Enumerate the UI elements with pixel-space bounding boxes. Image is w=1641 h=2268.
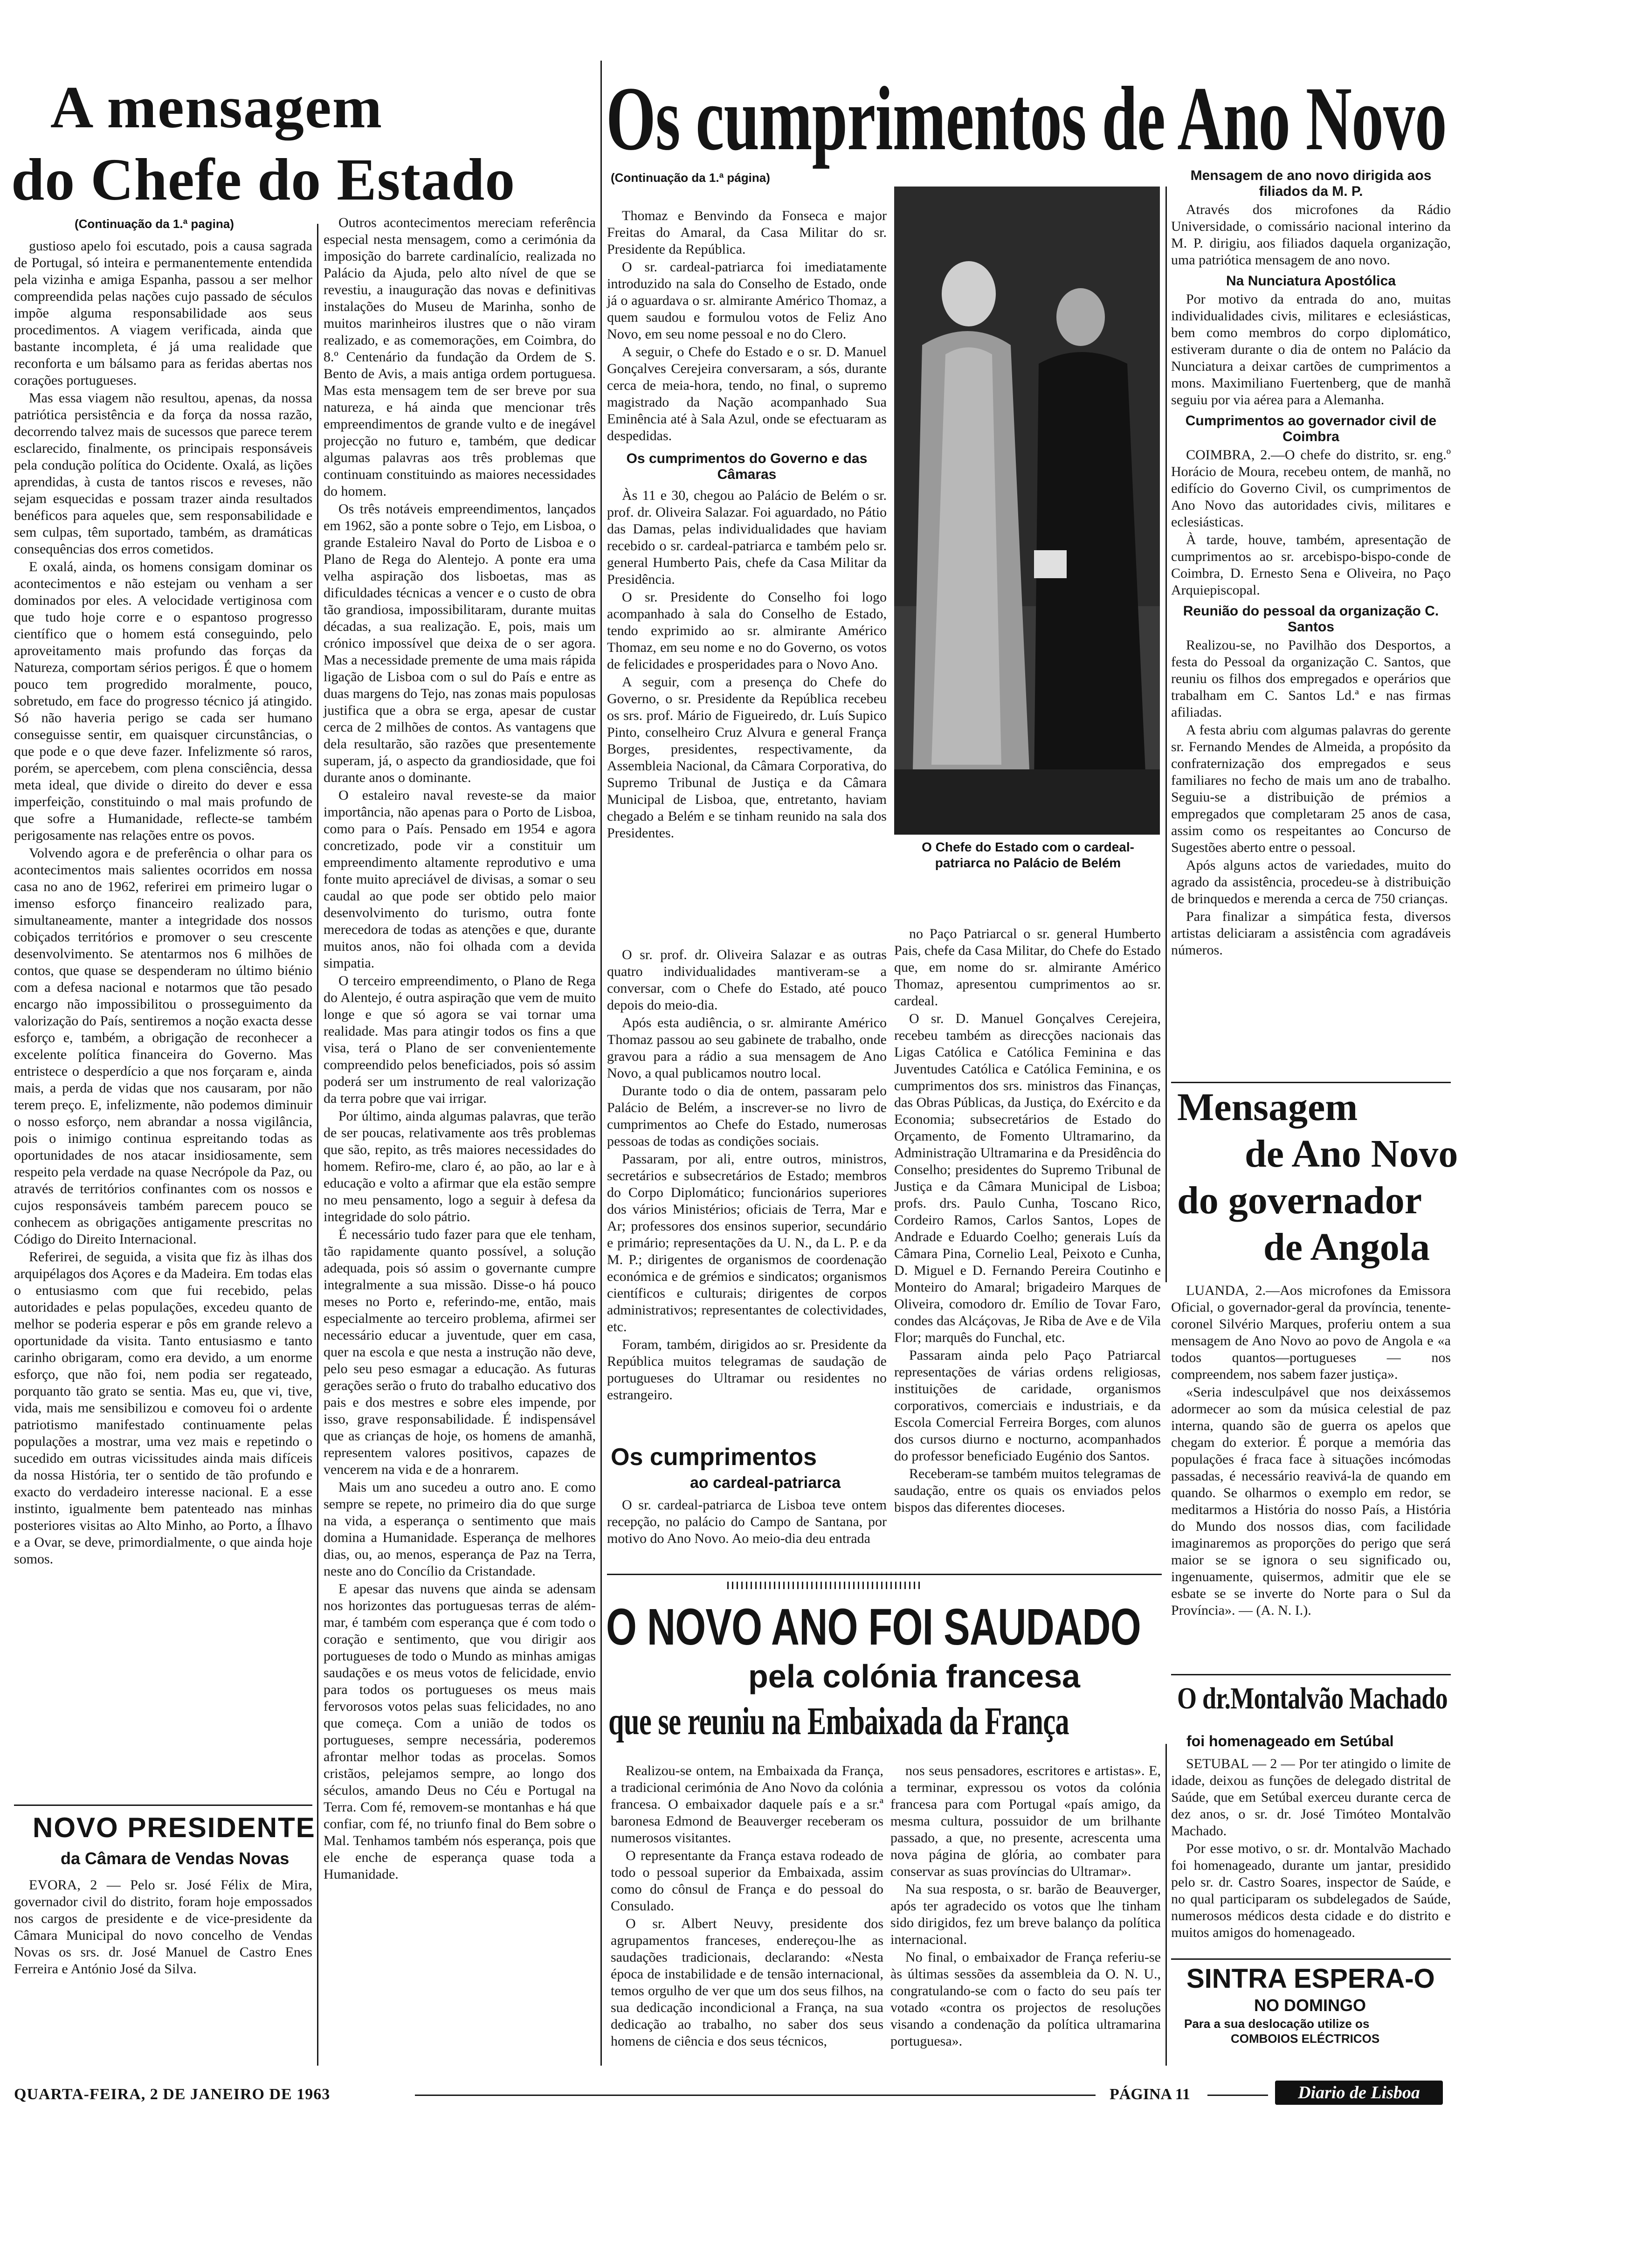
col3-paragraph: Após esta audiência, o sr. almirante Américo Thomaz passou ao seu gabinete de trabalho, onde gravou para a rádio a sua mensagem de Ano Novo, a qual publicamos noutro local.	[607, 1015, 887, 1081]
col3-subhead-cardeal-line2: ao cardeal-patriarca	[690, 1474, 841, 1492]
col5-subhead-csantos: Reunião do pessoal da organização C. Santos	[1183, 603, 1439, 635]
col3-paragraph: Às 11 e 30, chegou ao Palácio de Belém o sr. prof. dr. Oliveira Salazar. Foi aguardado, no Pátio das Damas, pelas individualidades que haviam recebido o sr. cardeal-patriarca e também pelo sr. general Humberto Pais, chefe da Casa Militar da Presidência.	[607, 488, 887, 587]
col3-paragraph: A seguir, com a presença do Chefe do Governo, o sr. Presidente da República recebeu os srs. prof. Mário de Figueiredo, dr. Luís Supico Pinto, conselheiro Cruz Alvura e general França Borges, presidentes, respectivamente, da Assembleia Nacional, da Câmara Corporativa, do Supremo Tribunal de Justiça e da Câmara Municipal de Lisboa, que, entretanto, haviam chegado a Belém e se tinham reunido na sala dos Presidentes.	[607, 674, 887, 841]
col2-paragraph: Por último, ainda algumas palavras, que terão de ser poucas, relativamente aos três problemas que são, repito, as três maiores necessidades do homem. Refiro-me, claro é, ao pão, ao lar e à educação e volto a afirmar que ela estão sempre no meu pensamento, logo a seguir à defesa da integridade do solo pátrio.	[324, 1108, 596, 1224]
col3-subhead-cardeal-line1: Os cumprimentos	[611, 1444, 817, 1471]
francesa-paragraph: O sr. Albert Neuvy, presidente dos agrupamentos franceses, endereçou-lhe as saudações tradicionais, declarando: «Nesta época de instabilidade e de tensão internacional, temos orgulho de ver que um dos seus filhos, na sua dedicação incondicional a França, na sua dedicação ao trabalho, no saber dos seus homens de ciência e dos seus técnicos,	[611, 1916, 883, 2049]
column-4	[894, 926, 1161, 1515]
montalvao-paragraph: Por esse motivo, o sr. dr. Montalvão Machado foi homenageado, durante um jantar, presidido pelo sr. dr. Castro Soares, inspector de Saúde, e no qual participaram os subdelegados de Saúde, numerosos médicos desta cidade e do distrito e muitos amigos do homenageado.	[1171, 1841, 1451, 1940]
photo-figures	[894, 187, 1160, 835]
col4-paragraph: no Paço Patriarcal o sr. general Humberto Pais, chefe da Casa Militar, do Chefe do Estado que, em nome do sr. almirante Américo Thomaz, apresentou cumprimentos ao sr. cardeal.	[894, 926, 1161, 1009]
col1-paragraph: E oxalá, ainda, os homens consigam dominar os acontecimentos e não estejam ou venham a ser dominados por eles. A velocidade vertiginosa com que tudo hoje corre e o espantoso progresso científico que o homem está conseguindo, pelo aproveitamento mais profundo das forças da Natureza, comportam sérios perigos. É que o homem pouco tem progredido moralmente, pouco, sobretudo, em face do progresso técnico já atingido. Só não haveria perigo se cada ser humano conseguisse sentir, em quaisquer circunstâncias, o que pode e o que deve fazer. Infelizmente só raros, porém, se apercebem, com plena consciência, dessa meta ideal, que divide o direito do dever e essa imperfeição, constituindo o mal mais profundo de que sofre a Humanidade, reflecte-se também perigosamente nas relações entre os povos.	[14, 559, 312, 843]
col3-paragraph: Foram, também, dirigidos ao sr. Presidente da República muitos telegramas de saudação de portugueses do Ultramar ou residentes no estrangeiro.	[607, 1337, 887, 1403]
col3-paragraph: O sr. Presidente do Conselho foi logo acompanhado à sala do Conselho de Estado, tendo exprimido ao sr. almirante Américo Thomaz, em seu nome e no do Governo, os votos de felicidades e prosperidades para o Novo Ano.	[607, 589, 887, 672]
col2-paragraph: Mais um ano sucedeu a outro ano. E como sempre se repete, no primeiro dia do que surge na vida, a esperança o sentimento que mais domina a Humanidade. Esperança de melhores dias, ou, ao menos, esperança de Paz na Terra, neste ano do Concílio da Cristandade.	[324, 1480, 596, 1579]
column-2	[324, 214, 596, 2049]
col5-subhead-coimbra: Cumprimentos ao governador civil de Coimbra	[1185, 413, 1437, 444]
francesa-paragraph: O representante da França estava rodeado de todo o pessoal superior da Embaixada, assim como do cônsul de França e do pessoal do Consulado.	[611, 1848, 883, 1914]
main-headline: Os cumprimentos de Ano Novo	[606, 68, 1447, 169]
column-1	[14, 238, 312, 1800]
angola-paragraph: «Seria indesculpável que nos deixássemos adormecer ao som da música celestial de paz interna, quando são de guerra os apelos que chegam do exterior. É porque a memória das populações é fraca face à situações incómodas passadas, é necessário reavivá-la de quando em quando. Se olharmos o exemplo em redor, se meditarmos a História do nosso País, a História do Mundo dos nossos dias, com facilidade imaginaremos as proporções do perigo que será maior se se ignora o seu significado ou, ingenuamente, quisermos, admitir que ele se esbate se se inverte do Norte para o Sul da Província». — (A. N. I.).	[1171, 1384, 1451, 1618]
col5-paragraph: Realizou-se, no Pavilhão dos Desportos, a festa do Pessoal da organização C. Santos, que reuniu os filhos dos empregados e operários que trabalham em C. Santos Ld.ª e nas firmas afiliadas.	[1171, 637, 1451, 720]
montalvao-subhead: foi homenageado em Setúbal	[1186, 1733, 1394, 1749]
francesa-paragraph: nos seus pensadores, escritores e artistas». E, a terminar, expressou os votos da colónia francesa para com Portugal «país amigo, da mesma cultura, possuidor de um brilhante passado, a que, no presente, acrescenta uma nova página de glória, ao combater para conservar as suas províncias do Ultramar».	[890, 1763, 1161, 1879]
col4-paragraph: Receberam-se também muitos telegramas de saudação, entre os quais os enviados pelos bispos das diferentes dioceses.	[894, 1466, 1161, 1515]
col3-paragraph: Thomaz e Benvindo da Fonseca e major Freitas do Amaral, da Casa Militar do sr. Presidente da República.	[607, 208, 887, 257]
col3-paragraph: Durante todo o dia de ontem, passaram pelo Palácio de Belém, a inscrever-se no livro de cumprimentos ao Chefe do Estado, numerosas pessoas de todas as condições sociais.	[607, 1083, 887, 1149]
col4-paragraph: O sr. D. Manuel Gonçalves Cerejeira, recebeu também as direcções nacionais das Ligas Católica e Católica Feminina e das Juventudes Católica e Católica Feminina, e os cumprimentos dos srs. ministros das Finanças, das Obras Públicas, da Justiça, do Exército e da Economia; subsecretários de Estado do Orçamento, de Fomento Ultramarino, da Administração Ultramarina e da Presidência do Conselho; presidentes do Supremo Tribunal de Justiça e da Câmara Municipal de Lisboa; profs. drs. Paulo Cunha, Toscano Rico, Cordeiro Ramos, Carlos Santos, Lopes de Andrade e Eduardo Coelho; generais Luís da Câmara Pina, Cornelio Leal, Peixoto e Cunha, D. Miguel e D. Fernando Pereira Coutinho e Monteiro do Amaral; brigadeiro Marques de Oliveira, comodoro dr. Emílio de Tovar Faro, condes das Alcáçovas, Je Riba de Ave e de Vila Flor; marquês do Funchal, etc.	[894, 1011, 1161, 1345]
col5-paragraph: A festa abriu com algumas palavras do gerente sr. Fernando Mendes de Almeida, a propósito da confraternização dos empregados e seus familiares no fecho de mais um ano de trabalho. Seguiu-se a distribuição de prémios a empregados que completaram 25 anos de casa, assim como os respeitantes ao Concurso de Sugestões aberto entre o pessoal.	[1171, 722, 1451, 855]
sintra-headline: SINTRA ESPERA-O	[1186, 1964, 1435, 1994]
francesa-headline-line1: O NOVO ANO FOI SAUDADO	[606, 1598, 1141, 1656]
novo-presidente-text	[14, 1877, 312, 2031]
francesa-col-a	[611, 1763, 883, 2066]
col1-paragraph: Referirei, de seguida, a visita que fiz às ilhas dos arquipélagos dos Açores e da Madeira. Em todas elas o entusiasmo com que fui recebido, pelas autoridades e pelas populações, excedeu quanto de melhor se poderia esperar e pôs em grande relevo a oportunidade da visita. Tanto entusiasmo e tanto carinho obrigaram, como era devido, a um enorme esforço, que não foi, nem podia ser regateado, porquanto tão grato se sentia. Mas eu, que vi, tive, vida, mais me sensibilizou e comoveu foi o ardente patriotismo manifestado continuamente pelas populações a mostrar, uma vez mais e repetindo o sucedido em outras vicissitudes ainda mais difíceis da nossa História, ter o sentido de tão profundo e exacto do verdadeiro interesse nacional. E a esse instinto, igualmente bem patenteado nas minhas posteriores visitas ao Alto Minho, ao Porto, a Ílhavo e a Ovar, se deve, primordialmente, o que ainda hoje somos.	[14, 1249, 312, 1567]
col4-paragraph: Passaram ainda pelo Paço Patriarcal representações de várias ordens religiosas, instituições de caridade, organismos corporativos, comerciais e industriais, e da Escola Comercial Ferreira Borges, com alunos dos cursos diurno e nocturno, acompanhados do professor beneficiado Eugénio dos Santos.	[894, 1348, 1161, 1464]
photo-chefe-estado-cardeal	[894, 187, 1160, 835]
footer-masthead: Diario de Lisboa	[1275, 2081, 1443, 2105]
angola-headline-line4: de Angola	[1263, 1225, 1430, 1269]
col1-paragraph: gustioso apelo foi escutado, pois a causa sagrada de Portugal, só inteira e permanentemente entendida pela vizinha e amiga Espanha, passou a ser melhor compreendida pelas nações cujo passado de séculos impõe alguma responsabilidade aos seus procedimentos. A viagem verificada, ainda que bastante incompleta, é já uma realidade que reconforta e um bálsamo para as feridas abertas nos corações portugueses.	[14, 238, 312, 388]
novo-presidente-subhead: da Câmara de Vendas Novas	[61, 1849, 290, 1868]
col5-paragraph: Após alguns actos de variedades, muito do agrado da assistência, procedeu-se à distribuição de brinquedos e merenda a cerca de 750 crianças.	[1171, 857, 1451, 906]
montalvao-headline: O dr.Montalvão Machado	[1177, 1681, 1448, 1715]
col5-paragraph: COIMBRA, 2.—O chefe do distrito, sr. eng.º Horácio de Moura, recebeu ontem, de manhã, no edifício do Governo Civil, os cumprimentos de Ano Novo das autoridades civis, militares e eclesiásticas.	[1171, 447, 1451, 530]
francesa-paragraph: Na sua resposta, o sr. barão de Beauverger, após ter agradecido os votos que lhe tinham sido dirigidos, fez um breve balanço da política internacional.	[890, 1881, 1161, 1947]
francesa-col-b	[890, 1763, 1161, 2066]
footer-page-number: PÁGINA 11	[1110, 2086, 1190, 2103]
col5-paragraph: Através dos microfones da Rádio Universidade, o comissário nacional interino da M. P. dirigiu, aos filiados daquela organização, uma patriótica mensagem de ano novo.	[1171, 202, 1451, 268]
francesa-headline-line2: pela colónia francesa	[748, 1658, 1080, 1694]
col2-paragraph: É necessário tudo fazer para que ele tenham, tão rapidamente quanto possível, a solução adequada, pois só assim o governante cumpre integralmente a sua missão. Disse-o há pouco meses no Porto e, referindo-me, então, mais especialmente ao terceiro problema, afirmei ser necessário educar a juventude, quer em casa, quer na escola e que nesta a instrução não deve, pelo seu peso esmagar a educação. As futuras gerações serão o fruto do trabalho educativo dos pais e dos mestres e sobre eles impende, por isso, grave responsabilidade. É indispensável que as crianças de hoje, os homens de amanhã, representem valores positivos, capazes de vencerem na vida e de a honrarem.	[324, 1227, 596, 1477]
novo-presidente-paragraph: EVORA, 2 — Pelo sr. José Félix de Mira, governador civil do distrito, foram hoje empossados nos cargos de presidente e de vice-presidente da Câmara Municipal do novo concelho de Vendas Novas os srs. dr. José Manuel de Castro Enes Ferreira e António José da Silva.	[14, 1877, 312, 1977]
angola-headline-line1: Mensagem	[1177, 1086, 1358, 1129]
angola-text	[1171, 1282, 1451, 1669]
left-headline-line2: do Chefe do Estado	[11, 146, 516, 213]
col2-paragraph: O estaleiro naval reveste-se da maior importância, não apenas para o Porto de Lisboa, como para o País. Pensado em 1954 e agora concretizado, pode vir a constituir um empreendimento altamente reprodutivo e uma fonte muito apreciável de divisas, a somar o seu caudal ao que pode ser obtido pelo maior desenvolvimento do turismo, outra fonte merecedora de todas as atenções e que, durante muitos anos, não foi olhada com a devida simpatia.	[324, 788, 596, 971]
photo-caption: O Chefe do Estado com o cardeal-patriarca no Palácio de Belém	[922, 840, 1134, 870]
francesa-paragraph: Realizou-se ontem, na Embaixada da França, a tradicional cerimónia de Ano Novo da colónia francesa. O embaixador daquele país e a sr.ª baronesa Edmond de Beauverger receberam os numerosos visitantes.	[611, 1763, 883, 1846]
angola-headline-line2: de Ano Novo	[1245, 1132, 1458, 1175]
col5-paragraph: À tarde, houve, também, apresentação de cumprimentos ao sr. arcebispo-bispo-conde de Coimbra, D. Ernesto Sena e Oliveira, no Paço Arquiepiscopal.	[1171, 532, 1451, 598]
col2-paragraph: Os três notáveis empreendimentos, lançados em 1962, são a ponte sobre o Tejo, em Lisboa, o grande Estaleiro Naval do Porto de Lisboa e o Plano de Rega do Alentejo. A ponte era uma velha aspiração dos lisboetas, mas as dificuldades técnicas a vencer e o custo de obra tão grandiosa, impossibilitaram, durante muitas décadas, a sua realização. E, pois, mais um crónico impossível que deixa de o ser agora. Mas a necessidade premente de uma mais rápida ligação de Lisboa com o sul do País e entre as duas margens do Tejo, nas zonas mais populosas justifica que a obra se erga, apesar de custar cerca de 2 milhões de contos. As vantagens que dela resultarão, são razões que presentemente superam, já, o aspecto da grandiosidade, que foi durante anos o dominante.	[324, 501, 596, 785]
col2-paragraph: Outros acontecimentos mereciam referência especial nesta mensagem, como a cerimónia da imposição do barrete cardinalício, realizada no Palácio da Ajuda, pelo alto nível de que se revestiu, a inauguração das novas e definitivas instalações do Museu de Marinha, sonho de muitos marinheiros ilustres que o não viram realizado, e as comemorações, em Coimbra, do 8.º Centenário da fundação da Ordem de S. Bento de Avis, a mais antiga ordem portuguesa. Mas esta mensagem tem de ser breve por sua natureza, e há ainda que mencionar três empreendimentos de grande vulto e de inegável projecção no futuro e, também, que dedicar algumas palavras aos três problemas que continuam constituindo as maiores necessidades do homem.	[324, 215, 596, 499]
novo-presidente-headline: NOVO PRESIDENTE	[33, 1812, 316, 1843]
col5-paragraph: Por motivo da entrada do ano, muitas individualidades civis, militares e eclesiásticas, bem como membros do corpo diplomático, estiveram durante o dia de ontem no Palácio da Nunciatura a deixar cartões de cumprimentos a mons. Maximiliano Fuertenberg, que de manhã seguiu por via aérea para a Alemanha.	[1171, 291, 1451, 408]
col2-paragraph: E apesar das nuvens que ainda se adensam nos horizontes das portuguesas terras de além-mar, é também com esperança que é com todo o coração e sentimento, que vou dirigir aos portugueses de todo o Mundo as minhas amigas saudações e os meus votos de felicidade, envio para todos os portugueses os meus mais fervorosos votos pelas suas felicidades, no ano que começa. Com a união de todos os portugueses, sempre necessária, poderemos afrontar melhor todas as procelas. Somos cristãos, pelejamos sempre, ao longo dos séculos, amando Deus no Céu e Portugal na Terra. Com fé, removem-se montanhas e há que confiar, com fé, no triunfo final do Bem sobre o Mal. Tenhamos também nós esperança, pois que ele enche de esperança quase toda a Humanidade.	[324, 1581, 596, 1882]
rule-montalvao-top	[1171, 1674, 1451, 1675]
footer-rule-left	[415, 2095, 1096, 2096]
sintra-line4: COMBOIOS ELÉCTRICOS	[1231, 2032, 1380, 2046]
col2-paragraph: O terceiro empreendimento, o Plano de Rega do Alentejo, é outra aspiração que vem de muito longe e que só agora se vai tornar uma realidade. Mas para atingir todos os fins a que visa, terá o Plano de ser convenientemente compreendido pelos beneficiados, pois só assim poderá ser um instrumento de real valorização da terra pobre que vai irrigar.	[324, 973, 596, 1106]
francesa-paragraph: No final, o embaixador de França referiu-se às últimas sessões da assembleia da O. N. U., congratulando-se com o facto do seu país ter votado «contra os projectos de resoluções visando a condenação da política ultramarina portuguesa».	[890, 1950, 1161, 2049]
montalvao-text	[1171, 1756, 1451, 1956]
angola-paragraph: LUANDA, 2.—Aos microfones da Emissora Oficial, o governador-geral da província, tenente-coronel Silvério Marques, proferiu ontem a sua mensagem de Ano Novo ao povo de Angola e «a todos quantos—portugueses — nos compreendem, nos sabem fazer justiça».	[1171, 1283, 1451, 1382]
sintra-line3: Para a sua deslocação utilize os	[1184, 2017, 1370, 2031]
col5-subhead-nunciatura: Na Nunciatura Apostólica	[1226, 273, 1396, 289]
footer-rule-right	[1207, 2095, 1268, 2096]
column-3-bottom	[607, 1497, 887, 1567]
column-3	[607, 207, 887, 944]
col1-paragraph: Volvendo agora e de preferência o olhar para os acontecimentos mais salientes ocorridos em nossa casa no ano de 1962, referirei em primeiro lugar o imenso esforço financeiro realizado para, simultaneamente, manter a integridade dos nossos cobiçados territórios e promover o seu crescente desenvolvimento. Se atentarmos nos 6 milhões de contos, que quase se despenderam no último biénio com a defesa nacional e notarmos que tão pesado encargo não impossibilitou o prosseguimento da valorização do País, sentiremos a noção exacta desse esforço e, também, a obrigação de reconhecer a excelente política financeira do Governo. Mas entristece o desperdício a que nos forçaram e, ainda mais, a perda de vidas que nos causaram, por não terem preço. E, infelizmente, não podemos diminuir o nosso esforço, nem abrandar a nossa vigilância, pois o inimigo continua espreitando todas as oportunidades de nos atacar insidiosamente, sem respeito pela verdade na quase Necrópole da Paz, ou através de territórios confinantes com os nossos e cujos responsáveis também parecem pouco se conhecem as obrigações antigamente prescritas no Código do Direito Internacional.	[14, 845, 312, 1247]
rule-francesa-top	[607, 1574, 1162, 1575]
rule-col2-col3	[600, 61, 602, 2066]
col5-paragraph: Para finalizar a simpática festa, diversos artistas deliciaram a assistência com agradáveis números.	[1171, 909, 1451, 958]
main-continuation: (Continuação da 1.ª página)	[611, 171, 770, 185]
sintra-subhead: NO DOMINGO	[1254, 1996, 1366, 2015]
col3-paragraph: A seguir, o Chefe do Estado e o sr. D. Manuel Gonçalves Cerejeira conversaram, a sós, durante cerca de meia-hora, tendo, no final, o supremo magistrado da Nação acompanhado Sua Eminência até à Sala Azul, onde se efectuaram as despedidas.	[607, 344, 887, 443]
rule-sintra-top	[1171, 1958, 1451, 1960]
rule-novo-presidente	[14, 1805, 312, 1806]
col3-paragraph: Passaram, por ali, entre outros, ministros, secretários e subsecretários de Estado; membros do Corpo Diplomático; funcionários superiores dos vários Ministérios; oficiais de Terra, Mar e Ar; professores dos ensinos superior, secundário e primário; representações da U. N., da L. P. e da M. P.; dirigentes de organismos de coordenação económica e de grémios e sindicatos; organismos científicos e culturais; dirigentes de corpos administrativos; representantes de colectividades, etc.	[607, 1151, 887, 1335]
left-headline-line1: A mensagem	[50, 74, 383, 140]
rule-col4-col5	[1165, 187, 1167, 1282]
left-continuation: (Continuação da 1.ª pagina)	[75, 217, 234, 231]
col3-paragraph: O sr. cardeal-patriarca de Lisboa teve ontem recepção, no palácio do Campo de Santana, por motivo do Ano Novo. Ao meio-dia deu entrada	[607, 1497, 887, 1546]
footer-date: QUARTA-FEIRA, 2 DE JANEIRO DE 1963	[14, 2086, 331, 2103]
rule-francesa-right	[1165, 1744, 1167, 2066]
rule-angola-top	[1171, 1082, 1451, 1083]
rule-col1-col2	[317, 224, 318, 2066]
col3-paragraph: O sr. cardeal-patriarca foi imediatamente introduzido na sala do Conselho de Estado, onde já o aguardava o sr. almirante Américo Thomaz, a quem saudou e formulou votos de Feliz Ano Novo, em seu nome pessoal e no do Clero.	[607, 259, 887, 342]
col3-paragraph: O sr. prof. dr. Oliveira Salazar e as outras quatro individualidades mantiveram-se a conversar, com o Chefe do Estado, até pouco depois do meio-dia.	[607, 947, 887, 1013]
francesa-ornament	[727, 1581, 923, 1590]
col3-subhead-governo: Os cumprimentos do Governo e das Câmaras	[626, 451, 868, 482]
column-3-lower	[607, 947, 887, 1441]
col1-paragraph: Mas essa viagem não resultou, apenas, da nossa patriótica persistência e da força da nossa razão, decorrendo talvez mais de sucessos que parece terem esclarecido, finalmente, os principais responsáveis pela condução política do Ocidente. Oxalá, as lições aprendidas, à custa de tantos riscos e reveses, não sejam esquecidas e possam trazer ainda resultados benéficos para aqueles que, sem responsabilidade e sem culpas, têm suportado, também, as dramáticas consequências dos erros cometidos.	[14, 390, 312, 557]
angola-headline-line3: do governador	[1177, 1179, 1422, 1222]
montalvao-paragraph: SETUBAL — 2 — Por ter atingido o limite de idade, deixou as funções de delegado distrital de Saúde, que em Setúbal exerceu durante cerca de dez anos, o sr. dr. José Timóteo Montalvão Machado.	[1171, 1756, 1451, 1839]
francesa-headline-line3: que se reuniu na Embaixada da França	[608, 1700, 1069, 1743]
col5-subhead-mp: Mensagem de ano novo dirigida aos filiados da M. P.	[1190, 168, 1432, 199]
column-5	[1171, 168, 1451, 1077]
